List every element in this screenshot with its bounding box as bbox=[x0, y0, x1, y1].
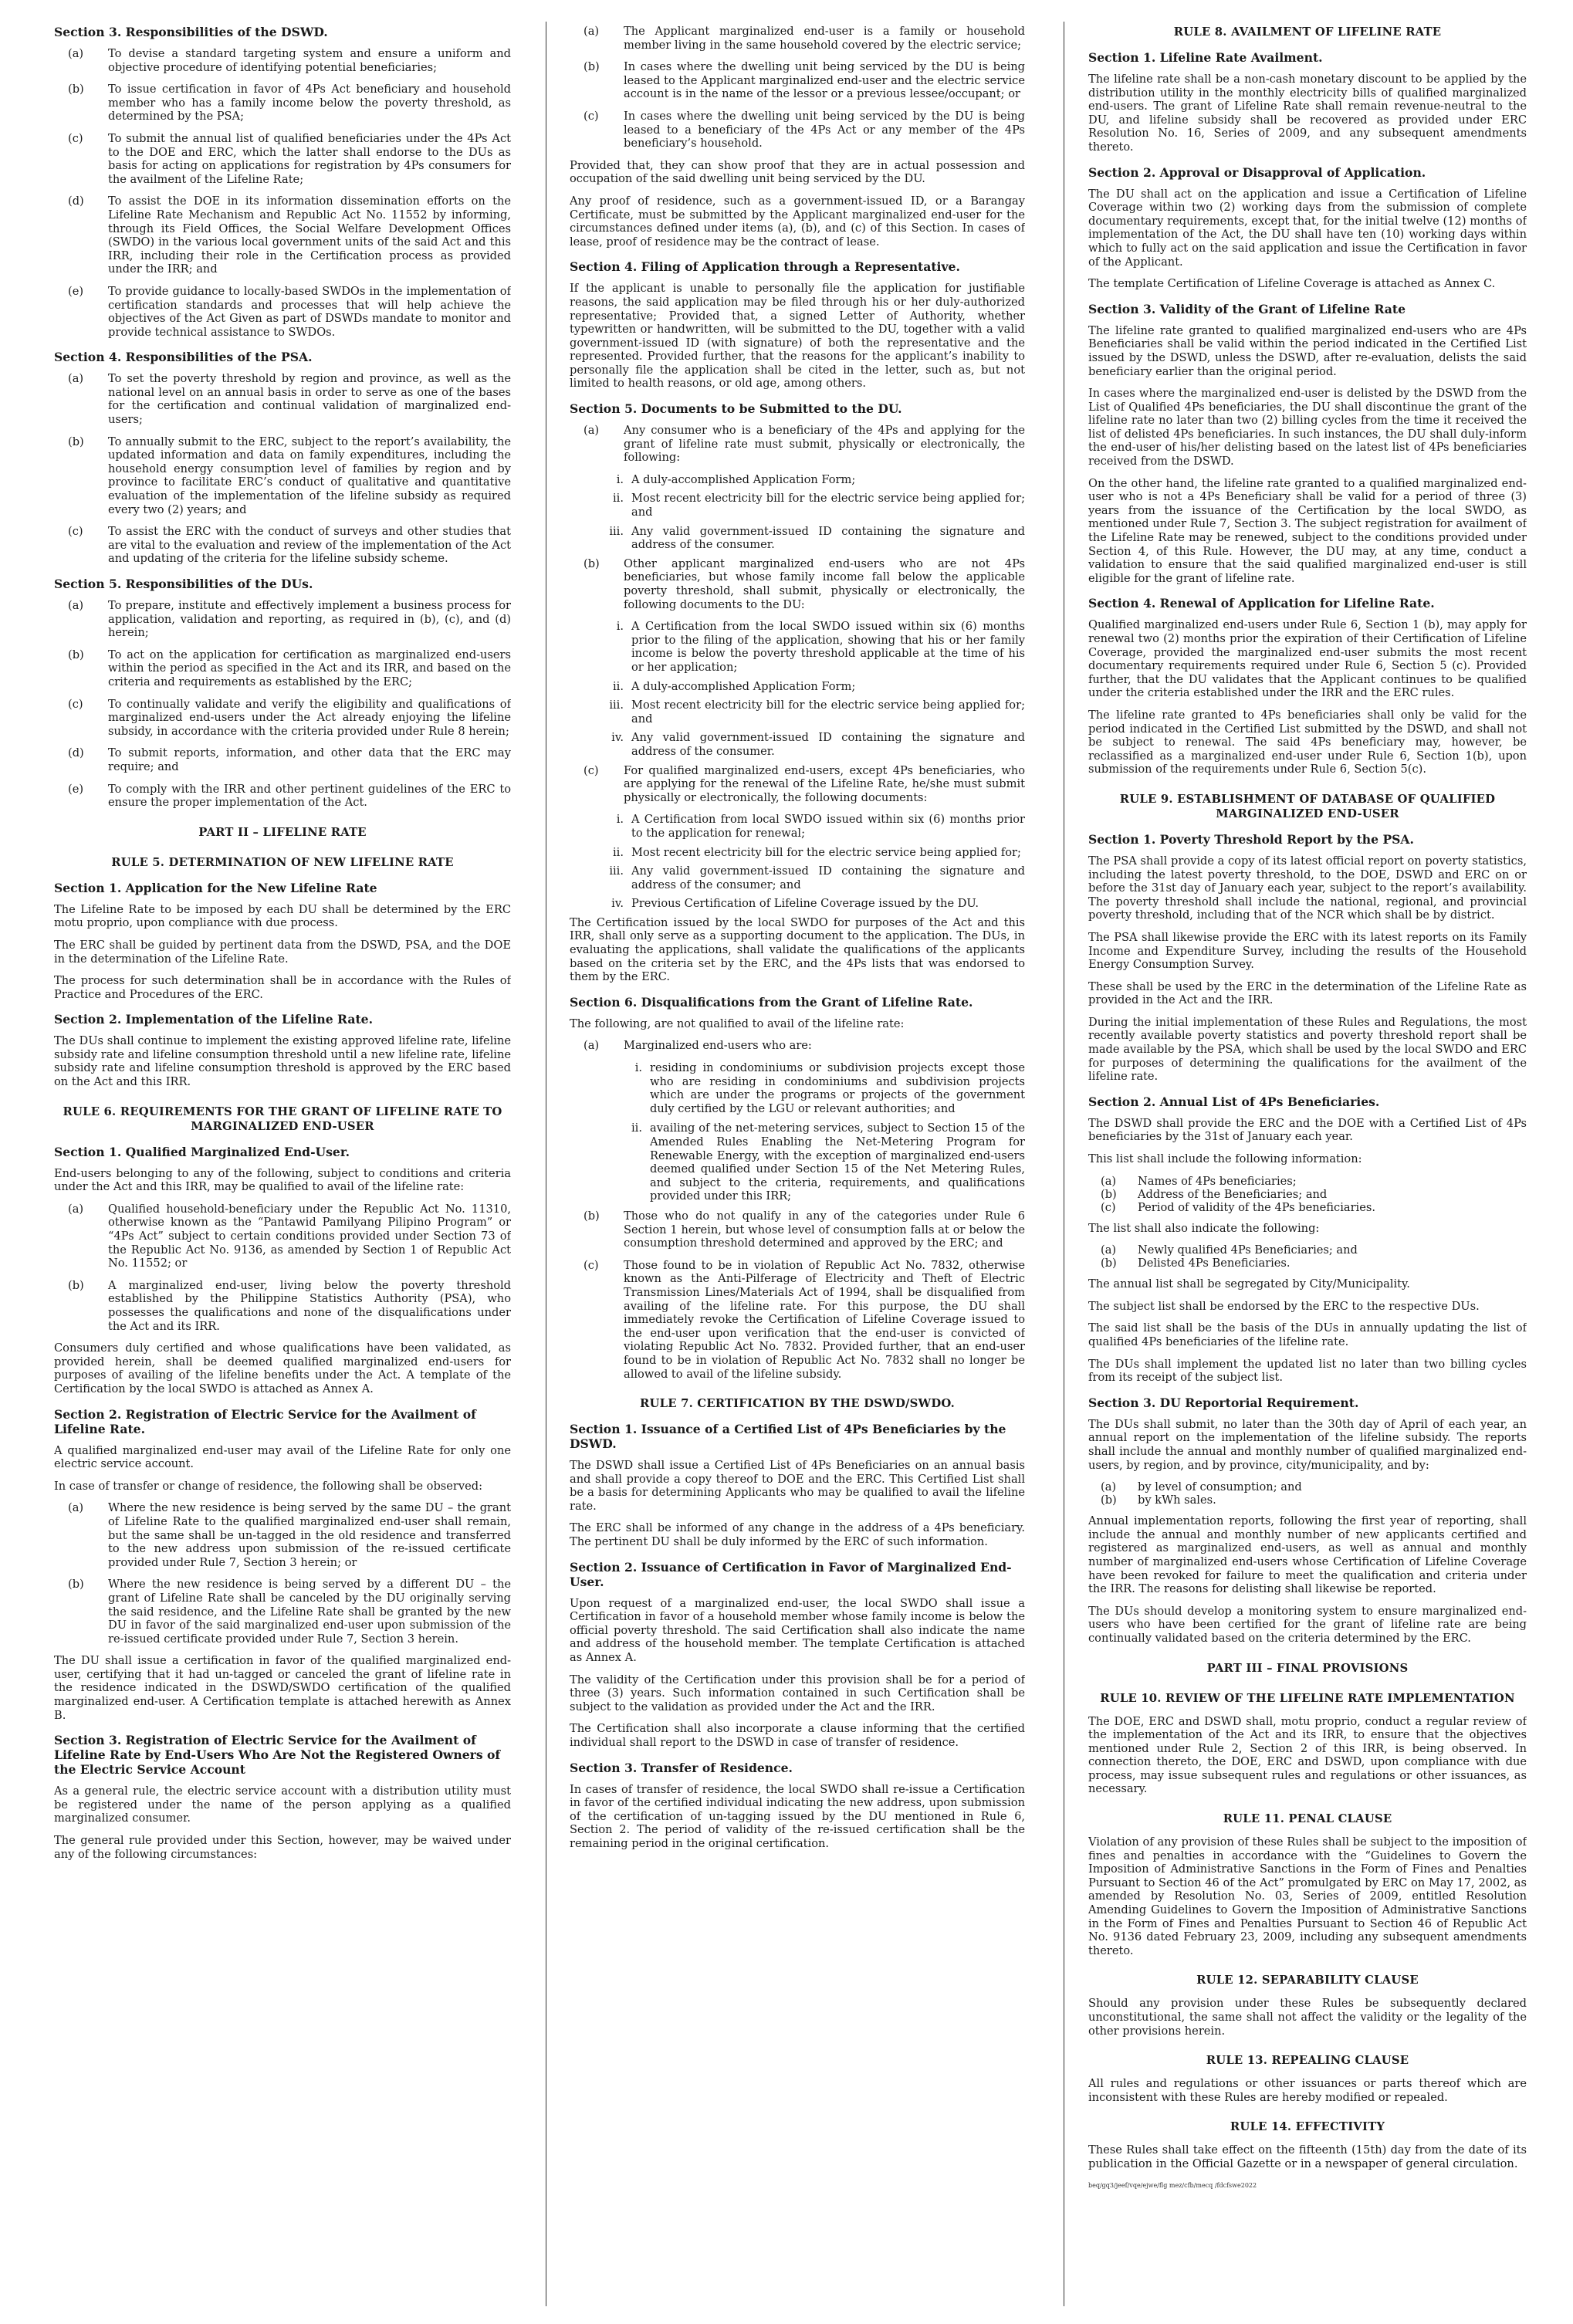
list-label: (b) bbox=[68, 83, 84, 96]
paragraph: The annual list shall be segregated by City/Municipality. bbox=[1088, 1277, 1410, 1291]
list-label: (d) bbox=[68, 746, 84, 760]
list-label: (b) bbox=[68, 1278, 84, 1292]
paragraph: The ERC shall be informed of any change in the address of a 4Ps beneficiary. The pertinent DU shall be duly informed by the ERC of such information. bbox=[570, 1521, 1025, 1549]
list-item bbox=[570, 731, 1025, 758]
paragraph: The Certification shall also incorporate a clause informing that the certified individual shall report to the DSWD in case of transfer of residence. bbox=[570, 1722, 1025, 1749]
list-text: To comply with the IRR and other pertinent guidelines of the ERC to ensure the proper implementation of the Act. bbox=[108, 782, 511, 810]
spacer bbox=[1088, 1270, 1527, 1277]
list-text: To issue certification in favor of 4Ps Act beneficiary and household member who has a family income below the poverty threshold, as determined by the PSA; bbox=[108, 83, 511, 123]
list-text: To assist the ERC with the conduct of surveys and other studies that are vital to the evaluation and review of the implementation of the Act and updating of the criteria for the lifeline subsidy scheme. bbox=[108, 525, 511, 566]
list-label: ii. bbox=[613, 845, 624, 859]
paragraph: The DSWD shall issue a Certified List of 4Ps Beneficiaries on an annual basis and shall provide a copy thereof to DOE and the ERC. This Certified List shall be a basis for determining Applicants who may be qualified to avail the lifeline rate. bbox=[570, 1459, 1025, 1513]
paragraph: The list shall also indicate the following: bbox=[1088, 1221, 1320, 1235]
list-label: (a) bbox=[1101, 1243, 1117, 1257]
section-heading: Section 1. Issuance of a Certified List of 4Ps Beneficiaries by the DSWD. bbox=[570, 1422, 1006, 1452]
list-label: ii. bbox=[613, 492, 624, 506]
list-item bbox=[54, 435, 511, 517]
list-text: A duly-accomplished Application Form; bbox=[631, 679, 856, 693]
list-label: (c) bbox=[1101, 1200, 1116, 1214]
list-item bbox=[54, 132, 511, 186]
list-label: (c) bbox=[68, 131, 83, 145]
rule-heading: RULE 9. ESTABLISHMENT OF DATABASE OF QUALIFIED MARGINALIZED END-USER bbox=[1119, 792, 1496, 820]
list-text: Any consumer who is a beneficiary of the 4Ps and applying for the grant of lifeline rate must submit, physically or electronically, the following: bbox=[624, 424, 1025, 465]
section-heading: Section 5. Responsibilities of the DUs. bbox=[54, 577, 313, 591]
list-item bbox=[570, 1259, 1025, 1381]
paragraph: The DUs should develop a monitoring system to ensure marginalized end-users who have been certified for the grant of lifeline rate are being continually validated based on the criteria determined by the ERC. bbox=[1088, 1604, 1527, 1645]
list-label: i. bbox=[616, 472, 624, 486]
paragraph: The DUs shall implement the updated list no later than two billing cycles from its receipt of the subject list. bbox=[1088, 1357, 1527, 1385]
list-text: The Applicant marginalized end-user is a family or household member living in the same household covered by the electric service; bbox=[624, 25, 1025, 52]
list-label: (b) bbox=[1101, 1187, 1117, 1201]
paragraph: This list shall include the following information: bbox=[1088, 1152, 1362, 1166]
paragraph: The Certification issued by the local SWDO for purposes of the Act and this IRR, shall only serve as a supporting document to the application. The DUs, in evaluating the applications, shall validate the qualifications of the applicants based on the criteria set by the ERC, and the 4Ps lists that was endorsed to them by the ERC. bbox=[570, 915, 1025, 984]
list-text: In cases where the dwelling unit being serviced by the DU is being leased to the Applicant marginalized end-user and the electric service account is in the name of the lessor or a previous lessee/occupant; or bbox=[624, 60, 1025, 101]
paragraph: In cases where the marginalized end-user is delisted by the DSWD from the List of Qualified 4Ps beneficiaries, the DU shall discontinue the grant of the lifeline rate no later than two (2) billing cycles from the time it received the list of delisted 4Ps beneficiaries. In such instances, the DU shall duly-inform the end-user of his/her delisting based on the latest list of 4Ps beneficiaries received from the DSWD. bbox=[1088, 387, 1527, 469]
list-item bbox=[54, 783, 511, 810]
section-heading: Section 2. Issuance of Certification in Favor of Marginalized End-User. bbox=[570, 1559, 1012, 1589]
paragraph: The PSA shall likewise provide the ERC with its latest reports on its Family Income and Expenditure Survey, including the results of the Household Energy Consumption Survey. bbox=[1088, 930, 1527, 972]
list-text: Those who do not qualify in any of the categories under Rule 6 Section 1 herein, but whose level of consumption falls at or below the consumption threshold determined and approved by the ERC; and bbox=[624, 1209, 1025, 1250]
list-text: To continually validate and verify the eligibility and qualifications of marginalized end-users under the Act already enjoying the lifeline subsidy, in accordance with the criteria provided under Rule 8 herein; bbox=[108, 697, 511, 738]
list-item bbox=[54, 746, 511, 773]
paragraph: Consumers duly certified and whose qualifications have been validated, as provided herein, shall be deemed qualified marginalized end-users for purposes of availing of the lifeline benefits under the Act. A template of the Certification by the local SWDO is attached as Annex A. bbox=[54, 1341, 511, 1395]
list-text: by kWh sales. bbox=[1138, 1494, 1216, 1507]
list-text: Address of the Beneficiaries; and bbox=[1138, 1187, 1328, 1201]
list-item bbox=[570, 1209, 1025, 1250]
list-label: iii. bbox=[609, 864, 624, 878]
list-label: i. bbox=[616, 813, 624, 827]
list-label: (a) bbox=[584, 25, 600, 38]
list-item bbox=[570, 813, 1025, 840]
footer-code: beq/gq3/jeef/vqe/ejwe/flg mez/cfb/mecq /fdcfswe2022 bbox=[1088, 2181, 1257, 2189]
list-label: iii. bbox=[609, 524, 624, 538]
paragraph: Provided that, they can show proof that they are in actual possession and occupation of the said dwelling unit being serviced by the DU. bbox=[570, 158, 1025, 186]
list-text: A marginalized end-user, living below the poverty threshold established by the Philippine Statistics Authority (PSA), who possesses the qualifications and none of the disqualifications under the Act and its IRR. bbox=[108, 1278, 511, 1333]
paragraph: The following, are not qualified to avail of the lifeline rate: bbox=[570, 1017, 905, 1030]
paragraph: In cases of transfer of residence, the local SWDO shall re-issue a Certification in favor of the certified individual indicating the new address, upon submission of the certification of un-tagging issued by the DU mentioned in Rule 6, Section 2. The period of validity of the re-issued certification shall be the remaining period in the original certification. bbox=[570, 1782, 1025, 1850]
column-3 bbox=[1088, 25, 1527, 2309]
list-text: Most recent electricity bill for the electric service being applied for; bbox=[631, 845, 1021, 859]
paragraph: Should any provision under these Rules be subsequently declared unconstitutional, the same shall not affect the validity or the legality of the other provisions herein. bbox=[1088, 1997, 1527, 2038]
paragraph: If the applicant is unable to personally file the application for justifiable reasons, the said application may be filed through his or her duly-authorized representative; Provided that, a signed Letter of Authority, whether typewritten or handwritten, will be submitted to the DU, together with a valid government-issued ID (with signature) of both the representative and the represented. Provided further, that the reasons for the applicant’s inability to personally file the application shall be cited in the letter, such as, but not limited to health reasons, or old age, among others. bbox=[570, 282, 1025, 391]
paragraph: The general rule provided under this Section, however, may be waived under any of the following circumstances: bbox=[54, 1834, 511, 1861]
paragraph: The Lifeline Rate to be imposed by each DU shall be determined by the ERC motu proprio, upon compliance with due process. bbox=[54, 902, 511, 930]
list-label: (a) bbox=[584, 424, 600, 438]
list-item bbox=[570, 473, 1025, 487]
list-label: (e) bbox=[68, 782, 84, 796]
list-text: Qualified household-beneficiary under the Republic Act No. 11310, otherwise known as the “Pantawid Pamilyang Pilipino Program” or “4Ps Act” subject to certain conditions provided under Section 73 of the Republic Act No. 9136, as amended by Section 1 of Republic Act No. 11552; or bbox=[108, 1202, 511, 1270]
list-label: i. bbox=[634, 1061, 642, 1075]
paragraph: The subject list shall be endorsed by the ERC to the respective DUs. bbox=[1088, 1299, 1480, 1313]
paragraph: The DUs shall continue to implement the existing approved lifeline rate, lifeline subsidy rate and lifeline consumption threshold until a new lifeline rate, lifeline subsidy rate and lifeline consumption threshold is approved by the ERC based on the Act and this IRR. bbox=[54, 1034, 511, 1089]
list-text: Other applicant marginalized end-users who are not 4Ps beneficiaries, but whose family income fall below the applicable poverty threshold, shall submit, physically or electronically, the following documents to the DU: bbox=[624, 556, 1025, 611]
list-label: (a) bbox=[68, 599, 84, 612]
list-label: (c) bbox=[584, 1258, 599, 1272]
list-text: To submit reports, information, and other data that the ERC may require; and bbox=[108, 746, 511, 773]
list-label: (c) bbox=[584, 763, 599, 777]
paragraph: The validity of the Certification under this provision shall be for a period of three (3) years. Such information contained in such Certification shall be subject to the validation as provided under the Act and the IRR. bbox=[570, 1673, 1025, 1713]
paragraph: The DU shall issue a certification in favor of the qualified marginalized end-user, certifying that it had un-tagged or canceled the grant of lifeline rate in the residence indicated in the DSWD/SWDO certification of the qualified marginalized end-user. A Certification template is attached herewith as Annex B. bbox=[54, 1654, 511, 1722]
paragraph: The DSWD shall provide the ERC and the DOE with a Certified List of 4Ps beneficiaries by the 31st of January each year. bbox=[1088, 1116, 1527, 1144]
paragraph: Any proof of residence, such as a government-issued ID, or a Barangay Certificate, must be submitted by the Applicant marginalized end-user for the circumstances defined under items (a), (b), and (c) of this Section. In cases of lease, proof of residence may be the contract of lease. bbox=[570, 194, 1025, 249]
list-label: iv. bbox=[611, 731, 624, 745]
list-item bbox=[1088, 1494, 1527, 1507]
list-item bbox=[54, 648, 511, 689]
list-label: ii. bbox=[613, 679, 624, 693]
section-heading: Section 2. Annual List of 4Ps Beneficiaries. bbox=[1088, 1094, 1380, 1109]
paragraph: Annual implementation reports, following the first year of reporting, shall include the annual and monthly number of new applicants certified and registered as marginalized end-users, as well as annual and monthly number of marginalized end-users whose Certification of Lifeline Coverage have been revoked for failure to meet the qualification and criteria under the IRR. The reasons for delisting shall likewise be reported. bbox=[1088, 1514, 1527, 1596]
list-label: iii. bbox=[609, 699, 624, 712]
list-item bbox=[54, 1501, 511, 1569]
paragraph: All rules and regulations or other issuances or parts thereof which are inconsistent with these Rules are hereby modified or repealed. bbox=[1088, 2077, 1527, 2104]
list-label: (a) bbox=[68, 1202, 84, 1216]
list-label: (a) bbox=[1101, 1480, 1117, 1494]
list-item bbox=[570, 846, 1025, 860]
list-text: To act on the application for certification as marginalized end-users within the period as specified in the Act and its IRR, and based on the criteria and requirements as established by the ERC; bbox=[108, 648, 511, 688]
paragraph: During the initial implementation of these Rules and Regulations, the most recently available poverty statistics and poverty threshold report shall be made available by the PSA, which shall be used by the local SWDO and ERC for purposes of determining the qualifications for the availment of the lifeline rate. bbox=[1088, 1015, 1527, 1084]
list-item bbox=[570, 525, 1025, 552]
list-item bbox=[54, 83, 511, 123]
paragraph: The lifeline rate shall be a non-cash monetary discount to be applied by the distribution utility in the monthly electricity bills of qualified marginalized end-users. The grant of Lifeline Rate shall remain revenue-neutral to the DU, and lifeline subsidy shall be recovered as provided under ERC Resolution No. 16, Series of 2009, and any subsequent amendments thereto. bbox=[1088, 73, 1527, 154]
paragraph: Violation of any provision of these Rules shall be subject to the imposition of fines and penalties in accordance with the “Guidelines to Govern the Imposition of Administrative Sanctions in the Form of Fines and Penalties Pursuant to Section 46 of the Act” promulgated by ERC on May 17, 2002, as amended by Resolution No. 03, Series of 2009, entitled Resolution Amending Guidelines to Govern the Imposition of Administrative Sanctions in the Form of Fines and Penalties Pursuant to Section 46 of Republic Act No. 9136 dated February 23, 2009, including any subsequent amendments thereto. bbox=[1088, 1835, 1527, 1957]
paragraph: The DOE, ERC and DSWD shall, motu proprio, conduct a regular review of the implementation of the Act and its IRR, to ensure that the objectives mentioned under Rule 2, Section 2 of this IRR, is being observed. In connection thereto, the DOE, ERC and DSWD, upon compliance with due process, may issue subsequent rules and regulations or other issuances, as necessary. bbox=[1088, 1714, 1527, 1796]
list-label: (c) bbox=[68, 697, 83, 711]
list-item bbox=[54, 525, 511, 566]
list-text: availing of the net-metering services, subject to Section 15 of the Amended Rules Enabling the Net-Metering Program for Renewable Energy, with the exception of marginalized end-users deemed qualified under Section 15 of the Net Metering Rules, and subject to the criteria, requirements, and qualifications provided under this IRR; bbox=[650, 1121, 1025, 1203]
list-text: Any valid government-issued ID containing the signature and address of the consumer. bbox=[631, 524, 1025, 552]
rule-heading: RULE 12. SEPARABILITY CLAUSE bbox=[1196, 1974, 1419, 1987]
section-heading: Section 3. Responsibilities of the DSWD. bbox=[54, 25, 328, 39]
list-item bbox=[1088, 1175, 1527, 1188]
paragraph: The process for such determination shall be in accordance with the Rules of Practice and Procedures of the ERC. bbox=[54, 974, 511, 1001]
list-label: (b) bbox=[584, 60, 600, 74]
rule-heading: RULE 13. REPEALING CLAUSE bbox=[1206, 2054, 1409, 2068]
section-heading: Section 4. Responsibilities of the PSA. bbox=[54, 350, 313, 365]
list-item bbox=[54, 195, 511, 276]
list-text: To set the poverty threshold by region and province, as well as the national level on an annual basis in order to serve as one of the bases for the certification and continual validation of marginalized end-users; bbox=[108, 372, 511, 427]
paragraph: These Rules shall take effect on the fifteenth (15th) day from the date of its publication in the Official Gazette or in a newspaper of general circulation. bbox=[1088, 2143, 1527, 2170]
list-item bbox=[54, 47, 511, 74]
paragraph: The said list shall be the basis of the DUs in annually updating the list of qualified 4Ps beneficiaries of the lifeline rate. bbox=[1088, 1321, 1527, 1348]
list-item bbox=[570, 1121, 1025, 1203]
list-text: To submit the annual list of qualified beneficiaries under the 4Ps Act to the DOE and ERC, which the latter shall endorse to the DUs as basis for acting on applications for registration by 4Ps consumers for the availment of the Lifeline Rate; bbox=[108, 131, 511, 186]
paragraph: The lifeline rate granted to qualified marginalized end-users who are 4Ps Beneficiaries shall be valid within the period indicated in the Certified List issued by the DSWD, unless the DSWD, after re-evaluation, delists the said beneficiary earlier than the original period. bbox=[1088, 323, 1527, 378]
list-label: (a) bbox=[1101, 1174, 1117, 1188]
list-item bbox=[570, 492, 1025, 519]
list-text: Period of validity of the 4Ps beneficiaries. bbox=[1138, 1200, 1375, 1214]
list-label: iv. bbox=[611, 897, 624, 911]
list-item bbox=[54, 1203, 511, 1270]
list-text: A Certification from local SWDO issued within six (6) months prior to the application for renewal; bbox=[631, 813, 1025, 840]
rule-heading: PART III – FINAL PROVISIONS bbox=[1206, 1661, 1409, 1675]
paragraph: The PSA shall provide a copy of its latest official report on poverty statistics, including the latest poverty threshold, to the DOE, DSWD and ERC on or before the 31st day of January each year, subject to the report’s availability. The poverty threshold shall include the national, regional, and provincial poverty threshold, including that of the NCR which shall be by district. bbox=[1088, 854, 1527, 922]
paragraph: The lifeline rate granted to 4Ps beneficiaries shall only be valid for the period indicated in the Certified List submitted by the DSWD, and shall not be subject to renewal. The said 4Ps beneficiary may, however, be reclassified as a marginalized end-user under Rule 6, Section 1(b), upon submission of the requirements under Rule 6, Section 5(c). bbox=[1088, 708, 1527, 776]
list-text: by level of consumption; and bbox=[1138, 1480, 1302, 1494]
section-heading: Section 1. Application for the New Lifeline Rate bbox=[54, 880, 377, 895]
section-heading: Section 2. Implementation of the Lifeline Rate. bbox=[54, 1012, 374, 1027]
list-text: Where the new residence is being served by a different DU – the grant of Lifeline Rate shall be canceled by the DU originally serving the said residence, and the Lifeline Rate shall be granted by the new DU in favor of the said marginalized end-user upon submission of the re-issued certificate provided under Rule 7, Section 3 herein. bbox=[108, 1578, 511, 1646]
section-heading: Section 3. Transfer of Residence. bbox=[570, 1760, 793, 1775]
list-item bbox=[1088, 1188, 1527, 1201]
list-label: ii. bbox=[631, 1121, 642, 1135]
list-item bbox=[570, 1061, 1025, 1115]
list-label: (c) bbox=[68, 525, 83, 539]
list-text: Any valid government-issued ID containing the signature and address of the consumer; and bbox=[631, 864, 1025, 891]
list-item bbox=[54, 285, 511, 339]
paragraph: End-users belonging to any of the following, subject to conditions and criteria under the Act and this IRR, may be qualified to avail of the lifeline rate: bbox=[54, 1166, 511, 1194]
column-2 bbox=[570, 25, 1025, 2309]
list-text: Marginalized end-users who are: bbox=[624, 1039, 812, 1053]
paragraph: On the other hand, the lifeline rate granted to a qualified marginalized end-user who is not a 4Ps Beneficiary shall be valid for a period of three (3) years from the issuance of the Certification by the local SWDO, as mentioned under Rule 7, Section 3. The subject registration for availment of the Lifeline Rate may be renewed, subject to the conditions provided under Section 4, of this Rule. However, the DU may, at any time, conduct a validation to ensure that the said qualified marginalized end-user is still eligible for the grant of lifeline rate. bbox=[1088, 476, 1527, 585]
list-label: (b) bbox=[584, 556, 600, 570]
list-item bbox=[54, 372, 511, 426]
list-label: (a) bbox=[584, 1039, 600, 1053]
list-label: (c) bbox=[584, 109, 599, 123]
rule-heading: RULE 14. EFFECTIVITY bbox=[1230, 2120, 1385, 2134]
list-label: (b) bbox=[1101, 1494, 1117, 1507]
list-item bbox=[570, 864, 1025, 891]
list-label: (a) bbox=[68, 372, 84, 386]
list-item bbox=[1088, 1257, 1527, 1270]
list-text: A duly-accomplished Application Form; bbox=[631, 472, 856, 486]
list-item bbox=[570, 110, 1025, 151]
list-item bbox=[570, 1039, 1025, 1053]
section-heading: Section 2. Approval or Disapproval of Application. bbox=[1088, 164, 1426, 180]
list-text: A Certification from the local SWDO issued within six (6) months prior to the filing of the application, showing that his or her family income is below the poverty threshold applicable at the time of his or her application; bbox=[631, 620, 1025, 674]
paragraph: The ERC shall be guided by pertinent data from the DSWD, PSA, and the DOE in the determination of the Lifeline Rate. bbox=[54, 938, 511, 966]
list-label: i. bbox=[616, 620, 624, 634]
list-label: (a) bbox=[68, 1501, 84, 1515]
paragraph: As a general rule, the electric service account with a distribution utility must be registered under the name of the person applying as a qualified marginalized consumer. bbox=[54, 1784, 511, 1825]
paragraph: These shall be used by the ERC in the determination of the Lifeline Rate as provided in the Act and the IRR. bbox=[1088, 979, 1527, 1007]
list-item bbox=[54, 599, 511, 640]
section-heading: Section 1. Poverty Threshold Report by the PSA. bbox=[1088, 831, 1414, 847]
section-heading: Section 4. Renewal of Application for Lifeline Rate. bbox=[1088, 596, 1435, 611]
list-item bbox=[570, 25, 1025, 52]
section-heading: Section 1. Lifeline Rate Availment. bbox=[1088, 50, 1323, 65]
list-text: In cases where the dwelling unit being serviced by the DU is being leased to a beneficiary of the 4Ps Act or any member of the 4Ps beneficiary’s household. bbox=[624, 109, 1025, 151]
list-item bbox=[1088, 1201, 1527, 1214]
list-item bbox=[54, 1279, 511, 1333]
list-text: To prepare, institute and effectively implement a business process for application, validation and reporting, as required in (b), (c), and (d) herein; bbox=[108, 599, 511, 640]
rule-heading: RULE 10. REVIEW OF THE LIFELINE RATE IMPLEMENTATION bbox=[1100, 1691, 1515, 1705]
spacer bbox=[1088, 1507, 1527, 1514]
list-text: To annually submit to the ERC, subject to the report’s availability, the updated information and data on family expenditures, including the household energy consumption level of families by region and by province to facilitate ERC’s conduct of qualitative and quantitative evaluation of the implementation of the lifeline subsidy as required every two (2) years; and bbox=[108, 435, 511, 516]
list-text: Where the new residence is being served by the same DU – the grant of Lifeline Rate to the qualified marginalized end-user shall remain, but the same shall be un-tagged in the old residence and transferred to the new address upon submission of the re-issued certificate provided under Rule 7, Section 3 herein; or bbox=[108, 1501, 511, 1569]
list-item bbox=[54, 1578, 511, 1646]
section-heading: Section 1. Qualified Marginalized End-User. bbox=[54, 1144, 350, 1159]
list-text: Most recent electricity bill for the electric service being applied for; and bbox=[631, 492, 1025, 519]
list-text: Any valid government-issued ID containing the signature and address of the consumer. bbox=[631, 731, 1025, 758]
list-item bbox=[570, 897, 1025, 911]
list-label: (e) bbox=[68, 284, 84, 298]
section-heading: Section 3. DU Reportorial Requirement. bbox=[1088, 1395, 1359, 1410]
list-label: (b) bbox=[1101, 1257, 1117, 1270]
list-label: (b) bbox=[68, 648, 84, 661]
paragraph: Qualified marginalized end-users under Rule 6, Section 1 (b), may apply for renewal two (2) months prior the expiration of their Certification of Lifeline Coverage, provided the marginalized end-user submits the most recent documentary requirements required under Rule 6, Section 5 (c). Provided further, that the DU validates that the Applicant continues to be qualified under the criteria established under the IRR and the ERC rules. bbox=[1088, 618, 1527, 700]
list-text: To devise a standard targeting system and ensure a uniform and objective procedure of identifying potential beneficiaries; bbox=[108, 47, 511, 74]
list-label: (a) bbox=[68, 47, 84, 60]
list-text: Most recent electricity bill for the electric service being applied for; and bbox=[631, 699, 1025, 726]
list-item bbox=[570, 557, 1025, 611]
list-text: For qualified marginalized end-users, except 4Ps beneficiaries, who are applying for the renewal of the Lifeline Rate, he/she must submit physically or electronically, the following documents: bbox=[624, 763, 1025, 804]
paragraph: In case of transfer or change of residence, the following shall be observed: bbox=[54, 1479, 483, 1493]
list-item bbox=[570, 699, 1025, 726]
list-text: Newly qualified 4Ps Beneficiaries; and bbox=[1138, 1243, 1358, 1257]
list-item bbox=[570, 60, 1025, 101]
rule-heading: RULE 6. REQUIREMENTS FOR THE GRANT OF LIFELINE RATE TO MARGINALIZED END-USER bbox=[63, 1104, 502, 1133]
list-item bbox=[570, 620, 1025, 674]
list-label: (b) bbox=[68, 435, 84, 448]
section-heading: Section 2. Registration of Electric Service for the Availment of Lifeline Rate. bbox=[54, 1406, 476, 1436]
list-text: residing in condominiums or subdivision projects except those who are residing in condominiums and subdivision projects which are under the programs or projects of the government duly certified by the LGU or relevant authorities; and bbox=[650, 1061, 1025, 1115]
list-item bbox=[570, 424, 1025, 465]
section-heading: Section 6. Disqualifications from the Grant of Lifeline Rate. bbox=[570, 994, 973, 1010]
list-item bbox=[1088, 1480, 1527, 1494]
list-text: Delisted 4Ps Beneficiaries. bbox=[1138, 1257, 1291, 1270]
list-label: (b) bbox=[584, 1209, 600, 1223]
rule-heading: RULE 5. DETERMINATION OF NEW LIFELINE RATE bbox=[111, 855, 454, 869]
paragraph: The DU shall act on the application and issue a Certification of Lifeline Coverage within two (2) working days from the submission of complete documentary requirements, except that, for the initial twelve (12) months of implementation of the Act, the DU shall have ten (10) working days within which to fully act on the said application and issue the Certification in favor of the Applicant. bbox=[1088, 187, 1527, 269]
rule-heading: RULE 7. CERTIFICATION BY THE DSWD/SWDO. bbox=[640, 1397, 955, 1411]
column-1 bbox=[54, 25, 511, 2309]
spacer bbox=[1088, 1214, 1527, 1222]
section-heading: Section 3. Validity of the Grant of Lifeline Rate bbox=[1088, 301, 1406, 316]
list-text: To provide guidance to locally-based SWDOs in the implementation of certification standards and processes that will help achieve the objectives of the Act Given as part of DSWDs mandate to monitor and provide technical assistance to SWDOs. bbox=[108, 284, 511, 339]
list-text: Names of 4Ps beneficiaries; bbox=[1138, 1174, 1297, 1188]
section-heading: Section 5. Documents to be Submitted to the DU. bbox=[570, 401, 902, 417]
list-item bbox=[1088, 1243, 1527, 1257]
list-item bbox=[54, 698, 511, 739]
section-heading: Section 4. Filing of Application through a Representative. bbox=[570, 259, 960, 275]
list-label: (d) bbox=[68, 195, 84, 208]
paragraph: The DUs shall submit, no later than the 30th day of April of each year, an annual report on the implementation of the lifeline subsidy. The reports shall include the annual and monthly number of qualified marginalized end-users, by region, and by province, city/municipality, and by: bbox=[1088, 1417, 1527, 1472]
list-text: To assist the DOE in its information dissemination efforts on the Lifeline Rate Mechanism and Republic Act No. 11552 by informing, through its Field Offices, the Social Welfare Development Offices (SWDO) in the various local government units of the said Act and this IRR, including their role in the Certification process as provided under the IRR; and bbox=[108, 195, 511, 276]
list-text: Previous Certification of Lifeline Coverage issued by the DU. bbox=[631, 897, 979, 911]
rule-heading: PART II – LIFELINE RATE bbox=[198, 825, 367, 839]
rule-heading: RULE 8. AVAILMENT OF LIFELINE RATE bbox=[1173, 25, 1442, 39]
paragraph: Upon request of a marginalized end-user, the local SWDO shall issue a Certification in favor of a household member whose family income is below the official poverty threshold. The said Certification shall also indicate the name and address of the household member. The template Certification is attached as Annex A. bbox=[570, 1596, 1025, 1665]
list-item bbox=[570, 680, 1025, 694]
rule-heading: RULE 11. PENAL CLAUSE bbox=[1223, 1812, 1392, 1826]
list-label: (b) bbox=[68, 1578, 84, 1592]
list-item bbox=[570, 764, 1025, 805]
section-heading: Section 3. Registration of Electric Service for the Availment of Lifeline Rate by End-Users Who Are Not the Registered Owners of the Electric Service Account bbox=[54, 1733, 501, 1778]
paragraph: The template Certification of Lifeline Coverage is attached as Annex C. bbox=[1088, 277, 1496, 291]
paragraph: A qualified marginalized end-user may avail of the Lifeline Rate for only one electric service account. bbox=[54, 1443, 511, 1471]
list-text: Those found to be in violation of Republic Act No. 7832, otherwise known as the Anti-Pilferage of Electricity and Theft of Electric Transmission Lines/Materials Act of 1994, shall be disqualified from availing of the lifeline rate. For this purpose, the DU shall immediately revoke the Certification of Lifeline Coverage issued to the end-user upon verification that the end-user is convicted of violating Republic Act No. 7832. Provided further, that an end-user found to be in violation of Republic Act No. 7832 shall no longer be allowed to avail of the lifeline subsidy. bbox=[624, 1258, 1025, 1381]
